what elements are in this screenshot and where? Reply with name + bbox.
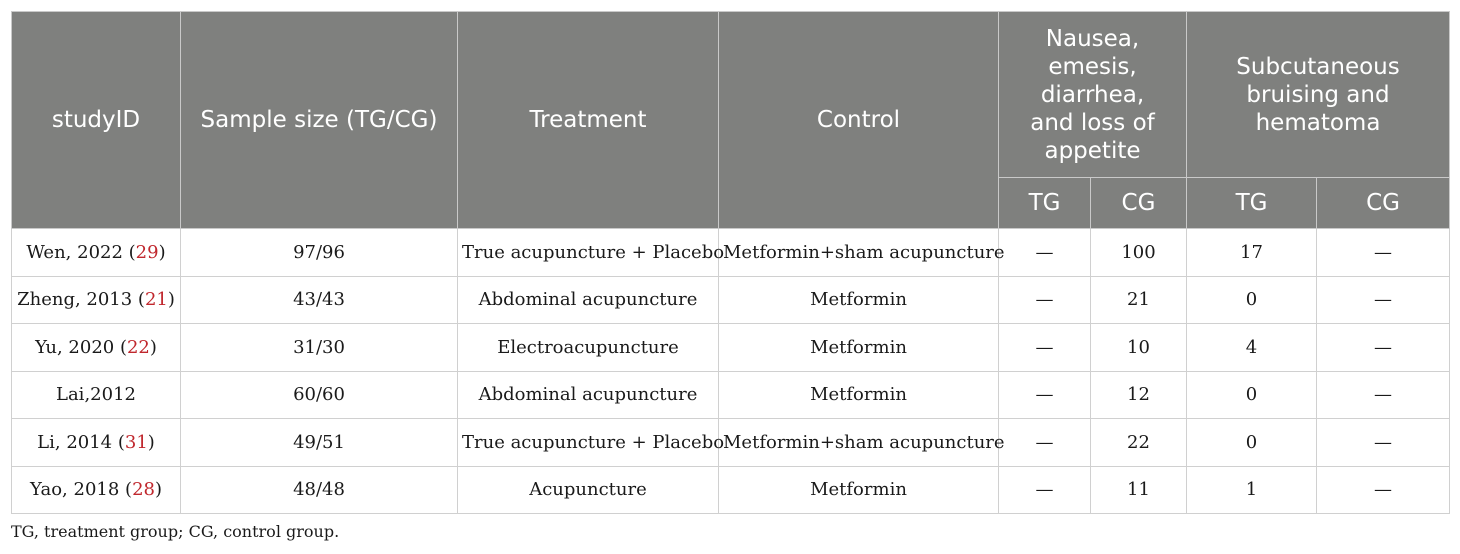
cell-bruising-cg: — (1317, 466, 1450, 514)
header-bruising: Subcutaneous bruising and hematoma (1187, 12, 1450, 178)
cell-bruising-tg: 0 (1187, 276, 1317, 324)
reference-link[interactable]: 28 (132, 479, 155, 501)
cell-study (12, 324, 181, 372)
cell-nausea-cg: 22 (1091, 419, 1187, 467)
table-header (12, 12, 1450, 229)
cell-treatment: True acupuncture + Placebo (458, 419, 719, 467)
study-name: Zheng, 2013 ( (17, 289, 145, 311)
table-body (12, 229, 1450, 514)
cell-bruising-tg: 4 (1187, 324, 1317, 372)
cell-control: Metformin (719, 371, 999, 419)
cell-sample: 60/60 (181, 371, 458, 419)
cell-bruising-tg: 0 (1187, 419, 1317, 467)
cell-nausea-cg: 100 (1091, 229, 1187, 277)
study-close: ) (167, 289, 175, 311)
cell-bruising-cg: — (1317, 229, 1450, 277)
study-name: Yao, 2018 ( (30, 479, 133, 501)
cell-nausea-tg: — (999, 229, 1091, 277)
header-treatment: Treatment (458, 12, 719, 229)
cell-control: Metformin (719, 276, 999, 324)
cell-bruising-tg: 17 (1187, 229, 1317, 277)
cell-study (12, 419, 181, 467)
cell-nausea-cg: 10 (1091, 324, 1187, 372)
reference-link[interactable]: 31 (124, 431, 148, 453)
table-row (12, 419, 1450, 467)
cell-nausea-tg: — (999, 466, 1091, 514)
cell-control: Metformin+sham acupuncture (719, 229, 999, 277)
cell-treatment: Electroacupuncture (458, 324, 719, 372)
study-close: ) (147, 431, 155, 453)
table-footnote: TG, treatment group; CG, control group. (11, 522, 340, 541)
header-study-id: studyID (12, 12, 181, 229)
header-bruising-tg: TG (1187, 178, 1317, 229)
study-name: Yu, 2020 ( (35, 336, 127, 358)
header-bruising-cg: CG (1317, 178, 1450, 229)
study-name: Wen, 2022 ( (26, 241, 136, 263)
cell-control: Metformin (719, 324, 999, 372)
cell-study (12, 276, 181, 324)
study-close: ) (158, 241, 166, 263)
table-row (12, 276, 1450, 324)
cell-nausea-tg: — (999, 276, 1091, 324)
cell-bruising-tg: 1 (1187, 466, 1317, 514)
adverse-events-table (11, 11, 1450, 514)
study-close: ) (154, 479, 162, 501)
header-nausea-cg: CG (1091, 178, 1187, 229)
header-nausea: Nausea, emesis, diarrhea, and loss of appetite (999, 12, 1187, 178)
reference-link[interactable]: 29 (135, 241, 159, 263)
cell-treatment: Abdominal acupuncture (458, 371, 719, 419)
cell-nausea-cg: 11 (1091, 466, 1187, 514)
reference-link[interactable]: 22 (126, 336, 150, 358)
study-close: ) (149, 336, 157, 358)
cell-nausea-tg: — (999, 371, 1091, 419)
cell-control: Metformin (719, 466, 999, 514)
table-row (12, 229, 1450, 277)
adverse-events-table-container (11, 11, 1449, 514)
header-nausea-tg: TG (999, 178, 1091, 229)
cell-bruising-cg: — (1317, 276, 1450, 324)
table-row (12, 371, 1450, 419)
table-row (12, 324, 1450, 372)
study-name: Lai,2012 (56, 384, 136, 406)
cell-sample: 43/43 (181, 276, 458, 324)
cell-control: Metformin+sham acupuncture (719, 419, 999, 467)
cell-study (12, 371, 181, 419)
cell-nausea-cg: 12 (1091, 371, 1187, 419)
cell-treatment: Abdominal acupuncture (458, 276, 719, 324)
table-row (12, 466, 1450, 514)
cell-study (12, 466, 181, 514)
reference-link[interactable]: 21 (144, 289, 168, 311)
header-control: Control (719, 12, 999, 229)
study-name: Li, 2014 ( (37, 431, 125, 453)
cell-bruising-cg: — (1317, 419, 1450, 467)
cell-sample: 48/48 (181, 466, 458, 514)
cell-sample: 31/30 (181, 324, 458, 372)
cell-sample: 97/96 (181, 229, 458, 277)
cell-nausea-tg: — (999, 324, 1091, 372)
cell-bruising-tg: 0 (1187, 371, 1317, 419)
header-sample-size: Sample size (TG/CG) (181, 12, 458, 229)
cell-sample: 49/51 (181, 419, 458, 467)
cell-treatment: Acupuncture (458, 466, 719, 514)
cell-bruising-cg: — (1317, 371, 1450, 419)
cell-nausea-tg: — (999, 419, 1091, 467)
cell-nausea-cg: 21 (1091, 276, 1187, 324)
cell-study (12, 229, 181, 277)
cell-treatment: True acupuncture + Placebo (458, 229, 719, 277)
cell-bruising-cg: — (1317, 324, 1450, 372)
